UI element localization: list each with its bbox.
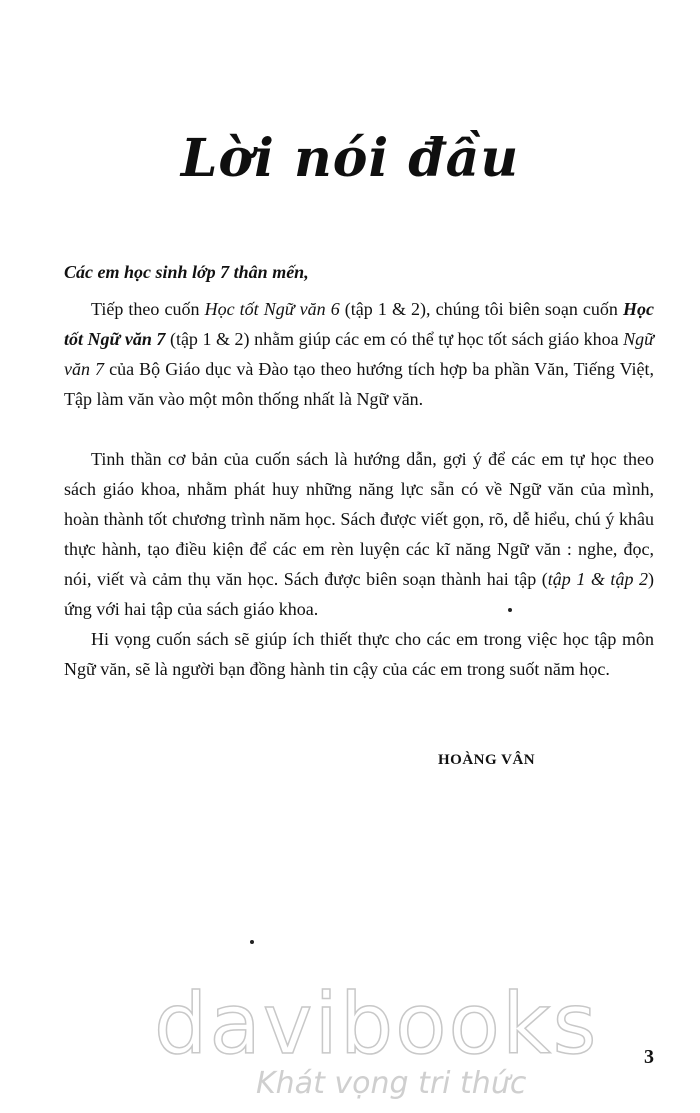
volume-names: tập 1 & tập 2 <box>547 569 648 589</box>
paragraph-closing <box>64 624 654 684</box>
paragraph-purpose-text-1: Tinh thần cơ bản của cuốn sách là hướng dẫn, gợi ý để các em tự học theo sách giáo khoa, nhằm phát huy những năng lực sẵn có về Ngữ văn của mình, hoàn thành tốt chương trình năm học. Sách được viết gọn, rõ, dễ hiểu, chú ý khâu thực hành, tạo điều kiện để các em rèn luyện các kĩ năng Ngữ văn : nghe, đọc, nói, viết và cảm thụ văn học. Sách được biên soạn thành hai tập ( <box>64 449 654 589</box>
paragraph-closing-text: Hi vọng cuốn sách sẽ giúp ích thiết thực cho các em trong việc học tập môn Ngữ văn, sẽ là người bạn đồng hành tin cậy của các em trong suốt năm học. <box>64 629 654 679</box>
speck-mark <box>508 608 512 612</box>
page-title: Lời nói đầu <box>180 128 520 189</box>
speck-mark <box>250 940 254 944</box>
watermark-tagline: Khát vọng tri thức <box>256 1066 527 1101</box>
textbook-title: Ngữ văn 7 <box>64 329 654 379</box>
greeting: Các em học sinh lớp 7 thân mến, <box>64 262 309 282</box>
paragraph-purpose <box>64 444 654 624</box>
paragraph-intro-text-3: (tập 1 & 2) nhằm giúp các em có thể tự học tốt sách giáo khoa <box>165 329 624 349</box>
page-number: 3 <box>644 1046 654 1068</box>
book-title-grade6: Học tốt Ngữ văn 6 <box>204 299 340 319</box>
book-title-grade7: Học tốt Ngữ văn 7 <box>64 299 654 349</box>
paragraph-purpose-text-2: ) ứng với hai tập của sách giáo khoa. <box>64 569 654 619</box>
paragraph-intro-text-1: Tiếp theo cuốn <box>91 299 205 319</box>
paragraph-intro-text-4: của Bộ Giáo dục và Đào tạo theo hướng tích hợp ba phần Văn, Tiếng Việt, Tập làm văn vào một môn thống nhất là Ngữ văn. <box>64 359 654 409</box>
watermark-brand: davibooks <box>154 975 599 1073</box>
paragraph-intro-text-2: (tập 1 & 2), chúng tôi biên soạn cuốn <box>339 299 623 319</box>
author-signature: HOÀNG VÂN <box>438 752 536 768</box>
paragraph-intro <box>64 294 654 414</box>
